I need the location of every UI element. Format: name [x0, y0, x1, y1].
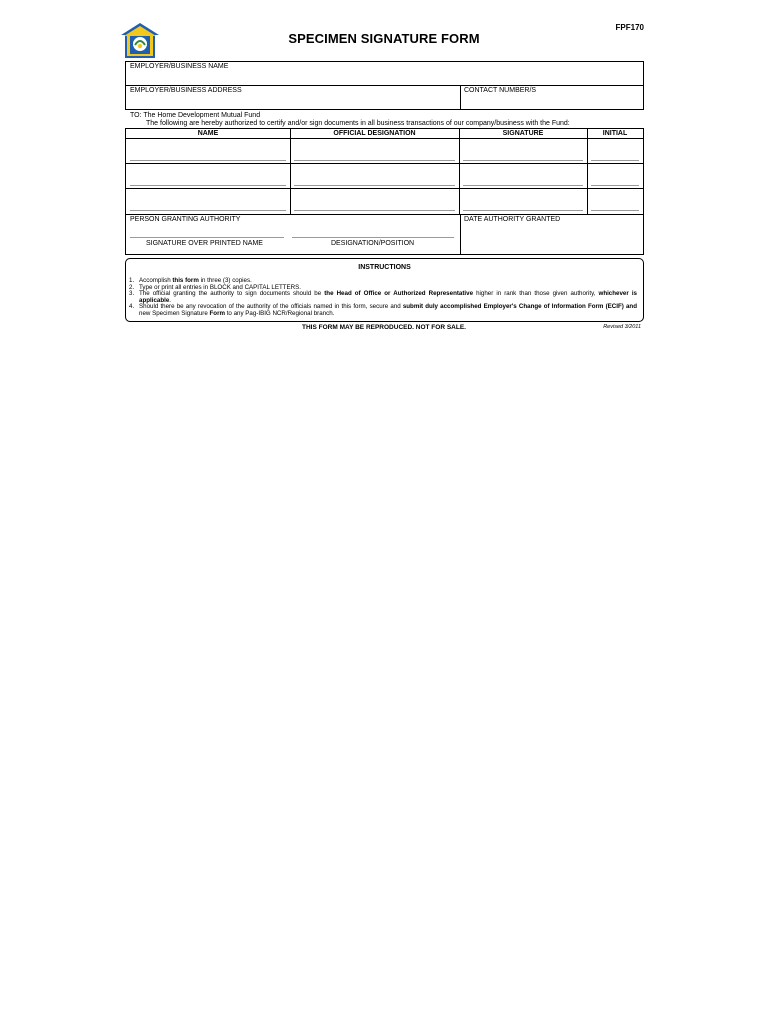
column-divider: [290, 129, 291, 214]
column-divider: [459, 129, 460, 214]
instruction-item: [129, 304, 637, 317]
form-title: SPECIMEN SIGNATURE FORM: [288, 31, 480, 46]
signature-entry-line[interactable]: [463, 210, 583, 211]
column-header-designation: OFFICIAL DESIGNATION: [333, 130, 416, 137]
authorization-statement: The following are hereby authorized to certify and/or sign documents in all business transactions of our company/business with the Fund:: [146, 120, 570, 127]
header-divider: [126, 138, 643, 139]
divider: [460, 85, 461, 109]
authority-box: [125, 214, 644, 255]
name-entry-line[interactable]: [130, 160, 286, 161]
date-authority-granted-label: DATE AUTHORITY GRANTED: [464, 216, 561, 223]
designation-entry-line[interactable]: [294, 210, 455, 211]
initial-entry-line[interactable]: [591, 210, 639, 211]
initial-entry-line[interactable]: [591, 185, 639, 186]
revision-date: Revised 3/2011: [603, 324, 641, 330]
signature-entry-line[interactable]: [463, 160, 583, 161]
column-header-name: NAME: [197, 130, 219, 137]
person-granting-authority-label: PERSON GRANTING AUTHORITY: [130, 216, 241, 223]
employer-address-label: EMPLOYER/BUSINESS ADDRESS: [130, 87, 242, 94]
divider: [126, 85, 643, 86]
contact-number-label: CONTACT NUMBER/S: [464, 87, 537, 94]
instruction-number: 1.: [129, 277, 135, 284]
to-line: TO: The Home Development Mutual Fund: [130, 112, 261, 119]
signature-name-entry-line[interactable]: [130, 237, 284, 238]
instruction-text: Accomplish this form in three (3) copies.: [139, 277, 252, 284]
row-divider: [126, 163, 643, 164]
instructions-list: [129, 278, 637, 318]
instruction-text: Type or print all entries in BLOCK and CAPITAL LETTERS.: [139, 283, 301, 291]
designation-entry-line[interactable]: [294, 160, 455, 161]
instruction-number: 2.: [129, 283, 135, 291]
row-divider: [126, 188, 643, 189]
employer-name-label: EMPLOYER/BUSINESS NAME: [130, 63, 229, 70]
form-code: FPF170: [615, 23, 644, 32]
to-block: [130, 112, 570, 128]
name-entry-line[interactable]: [130, 185, 286, 186]
instruction-number: 3.: [129, 290, 135, 298]
instruction-text: The official granting the authority to sign documents should be the Head of Office or Authorized Representative higher in rank than those given authority, whichever is applicable.: [139, 290, 637, 304]
specimen-signature-table: [125, 128, 644, 215]
column-divider: [587, 129, 588, 214]
designation-entry-line[interactable]: [292, 237, 454, 238]
instructions-title: INSTRUCTIONS: [358, 264, 411, 271]
divider: [460, 215, 461, 254]
employer-info-box: [125, 61, 644, 110]
signature-entry-line[interactable]: [463, 185, 583, 186]
designation-position-caption: DESIGNATION/POSITION: [331, 240, 415, 247]
column-header-signature: SIGNATURE: [502, 130, 544, 137]
name-entry-line[interactable]: [130, 210, 286, 211]
signature-over-printed-name-caption: SIGNATURE OVER PRINTED NAME: [146, 240, 263, 247]
instruction-text: Should there be any revocation of the authority of the officials named in this form, secure and submit duly accomplished Employer's Change of Information Form (ECIF) and new Specimen Signature Form to any Pag-IBIG NCR/Regional branch.: [139, 303, 637, 317]
column-header-initial: INITIAL: [602, 130, 628, 137]
designation-entry-line[interactable]: [294, 185, 455, 186]
reproduction-note: THIS FORM MAY BE REPRODUCED. NOT FOR SALE.: [302, 324, 466, 331]
instructions-box: [125, 258, 644, 322]
initial-entry-line[interactable]: [591, 160, 639, 161]
instruction-number: 4.: [129, 303, 135, 311]
